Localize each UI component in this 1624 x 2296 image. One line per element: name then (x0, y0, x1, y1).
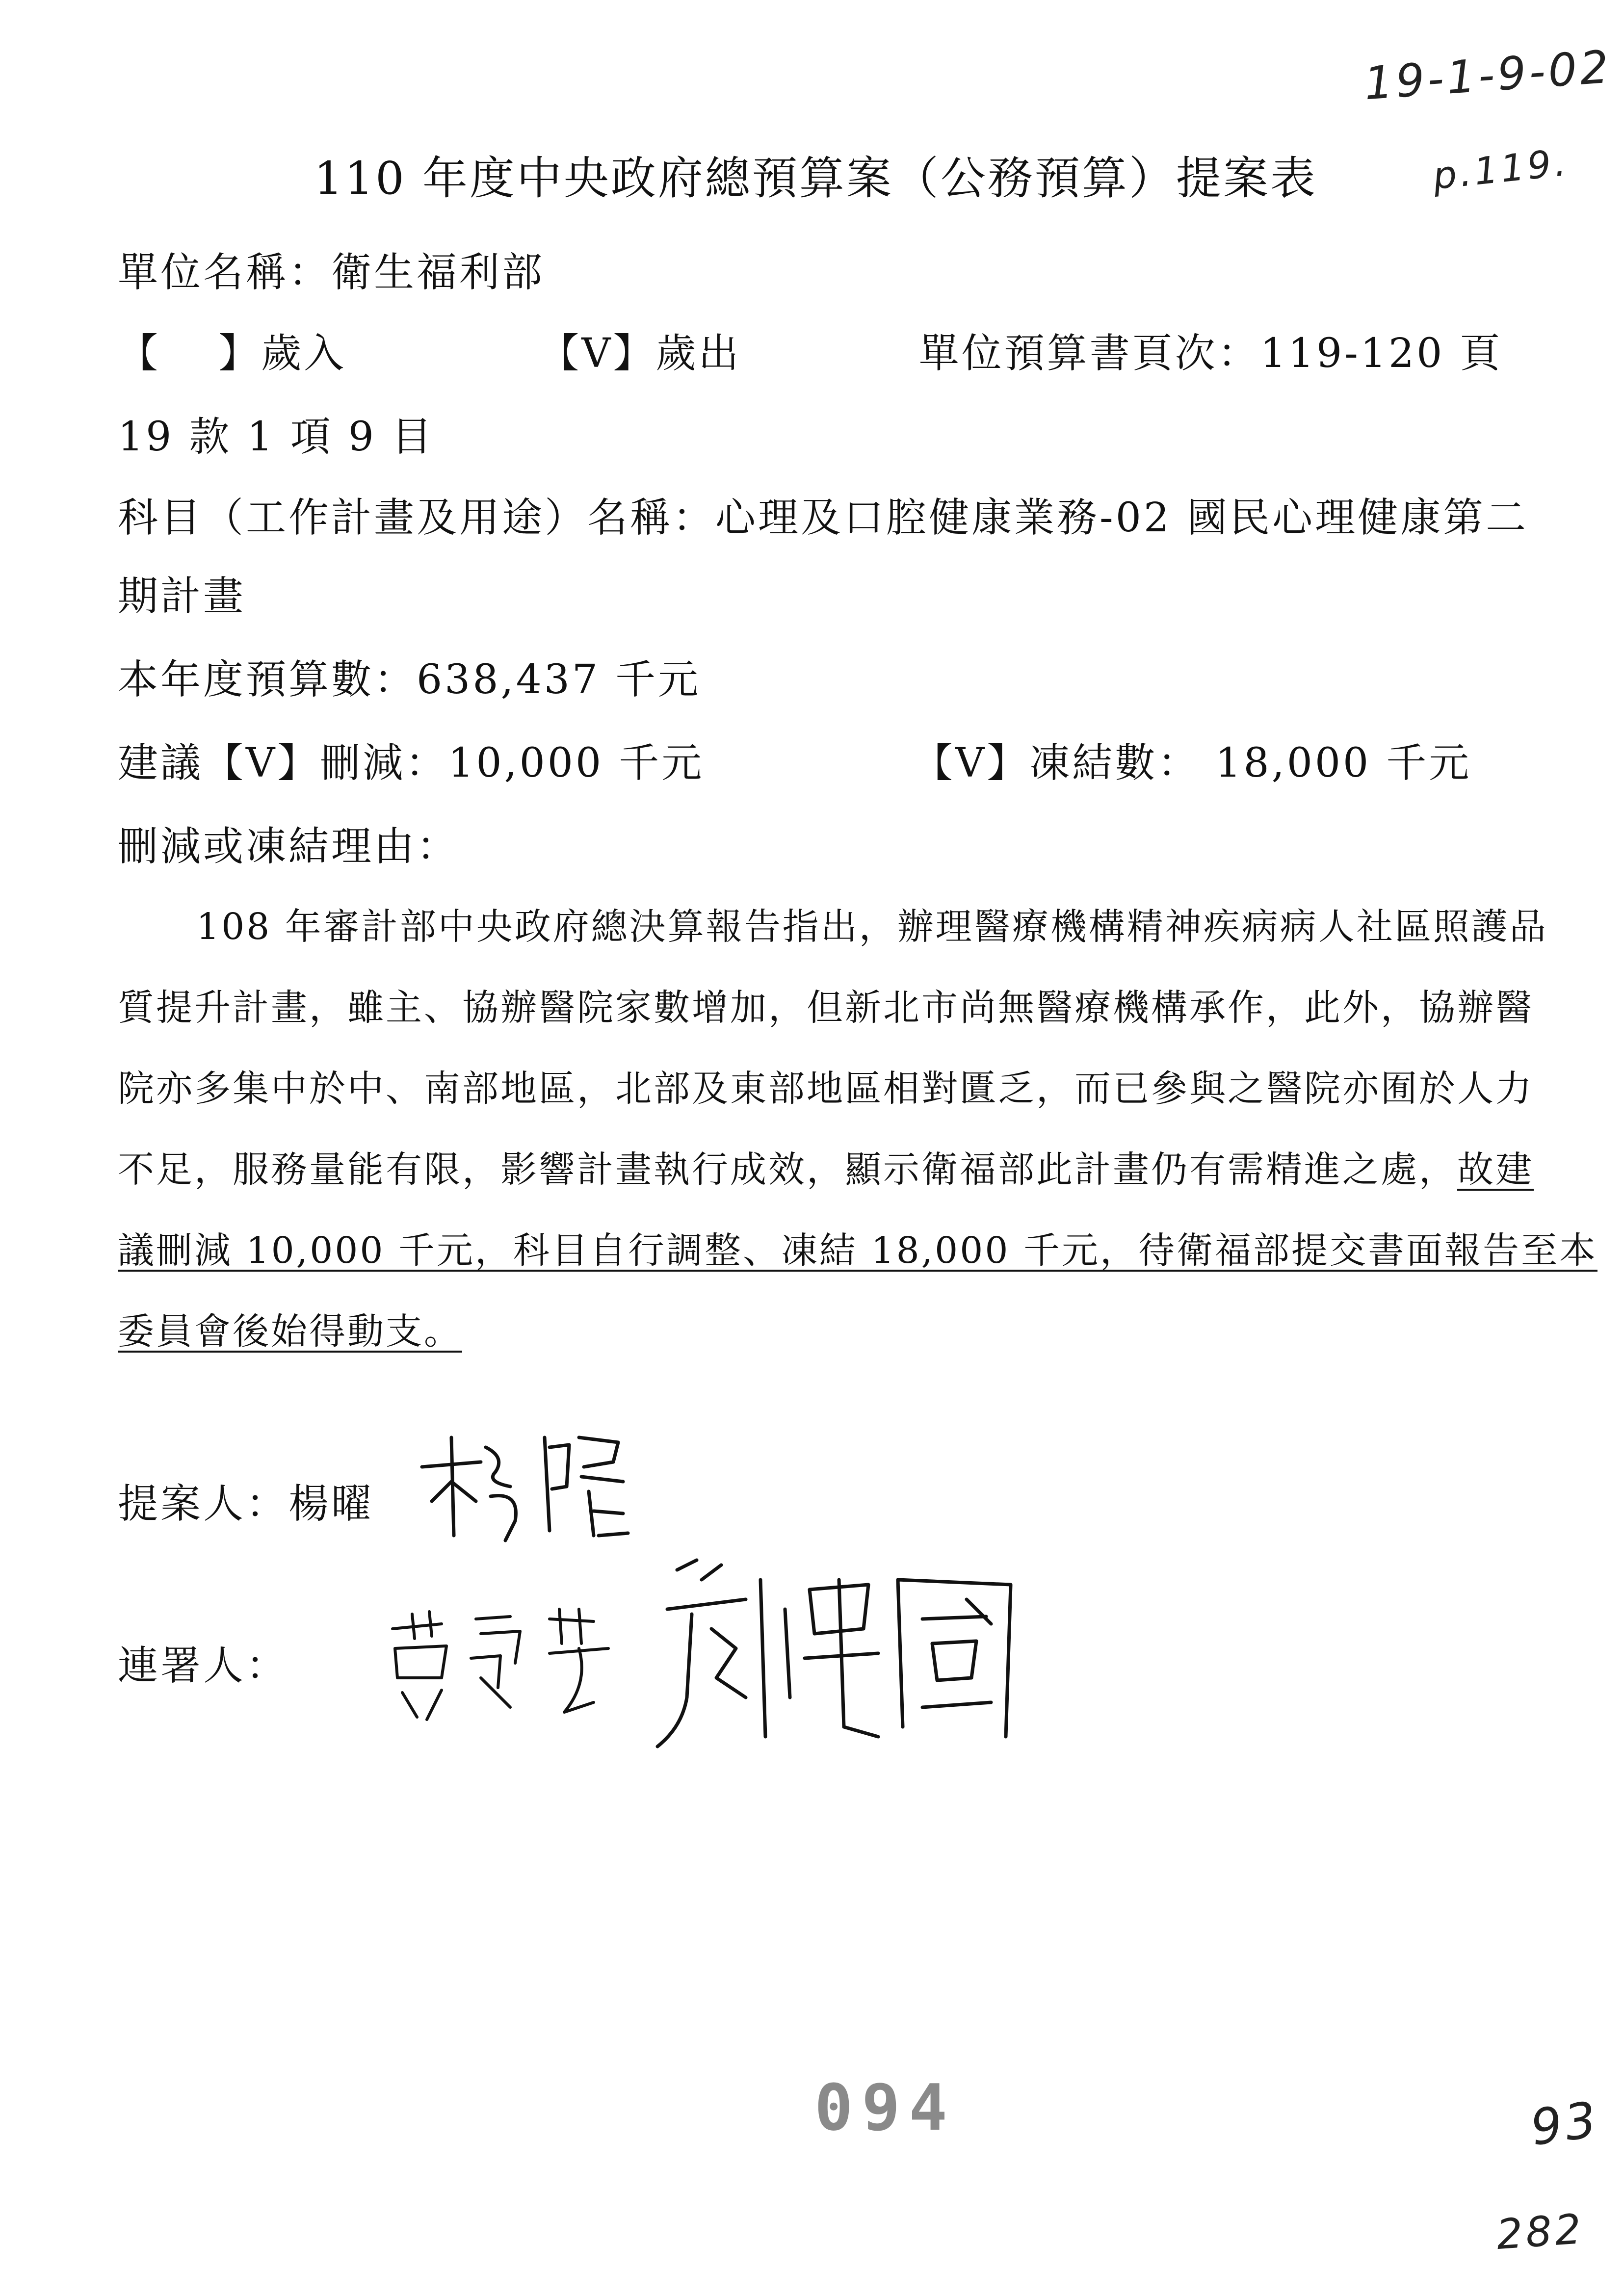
reason-line-6-text: 委員會後始得動支。 (118, 1310, 462, 1353)
reason-line-4-underlined: 故建 (1457, 1148, 1534, 1191)
proposer-label: 提案人：楊曜 (118, 1481, 374, 1527)
reason-line-6 (118, 1303, 1560, 1355)
page-title: 110 年度中央政府總預算案（公務預算）提案表 (314, 152, 1317, 205)
reason-line-4 (118, 1141, 1560, 1193)
reason-line-2: 質提升計畫，雖主、協辦醫院家數增加，但新北市尚無醫療機構承作，此外，協辦醫 (118, 987, 1534, 1029)
freeze-amount: 【V】凍結數： 18,000 千元 (913, 740, 1472, 786)
item-code: 19 款 1 項 9 目 (118, 414, 435, 460)
cosigner-label: 連署人： (118, 1643, 289, 1689)
proposal-row (118, 731, 704, 788)
cut-proposal: 建議【V】刪減：10,000 千元 (118, 740, 705, 786)
page-stamp-number: 094 (814, 2070, 956, 2145)
reason-line-4-text: 不足，服務量能有限，影響計畫執行成效，顯示衛福部此計畫仍有需精進之處， (118, 1148, 1457, 1191)
subject-name-line-2: 期計畫 (118, 573, 246, 620)
revenue-checkbox-label: 【 】歲入 (118, 330, 347, 377)
handwritten-page-ref: p.119. (1431, 140, 1571, 198)
budget-book-page: 單位預算書頁次：119-120 頁 (918, 330, 1503, 377)
expense-checkbox-label: 【V】歲出 (539, 330, 741, 377)
handwritten-reference-code: 19-1-9-02 (1362, 40, 1613, 110)
reason-line-5: 議刪減 10,000 千元，科目自行調整、凍結 18,000 千元，待衛福部提交書面報告至本 (118, 1229, 1598, 1272)
subject-name-line-1: 科目（工作計畫及用途）名稱：心理及口腔健康業務-02 國民心理健康第二 (118, 495, 1529, 541)
cosigner-signature-1 (383, 1604, 638, 1732)
reason-line-3: 院亦多集中於中、南部地區，北部及東部地區相對匱乏，而已參與之醫院亦囿於人力 (118, 1068, 1534, 1110)
budget-amount: 本年度預算數：638,437 千元 (118, 656, 701, 703)
handwritten-note-1: 93 (1527, 2090, 1603, 2157)
budget-type-row (118, 321, 1502, 379)
unit-name: 單位名稱：衛生福利部 (118, 249, 545, 296)
reason-label: 刪減或凍結理由： (118, 823, 460, 870)
reason-line-1: 108 年審計部中央政府總決算報告指出，辦理醫療機構精神疾病病人社區照護品 (196, 906, 1548, 948)
proposer-signature (412, 1428, 638, 1545)
cosigner-signature-2 (648, 1550, 1030, 1756)
handwritten-note-2: 282 (1494, 2204, 1586, 2259)
